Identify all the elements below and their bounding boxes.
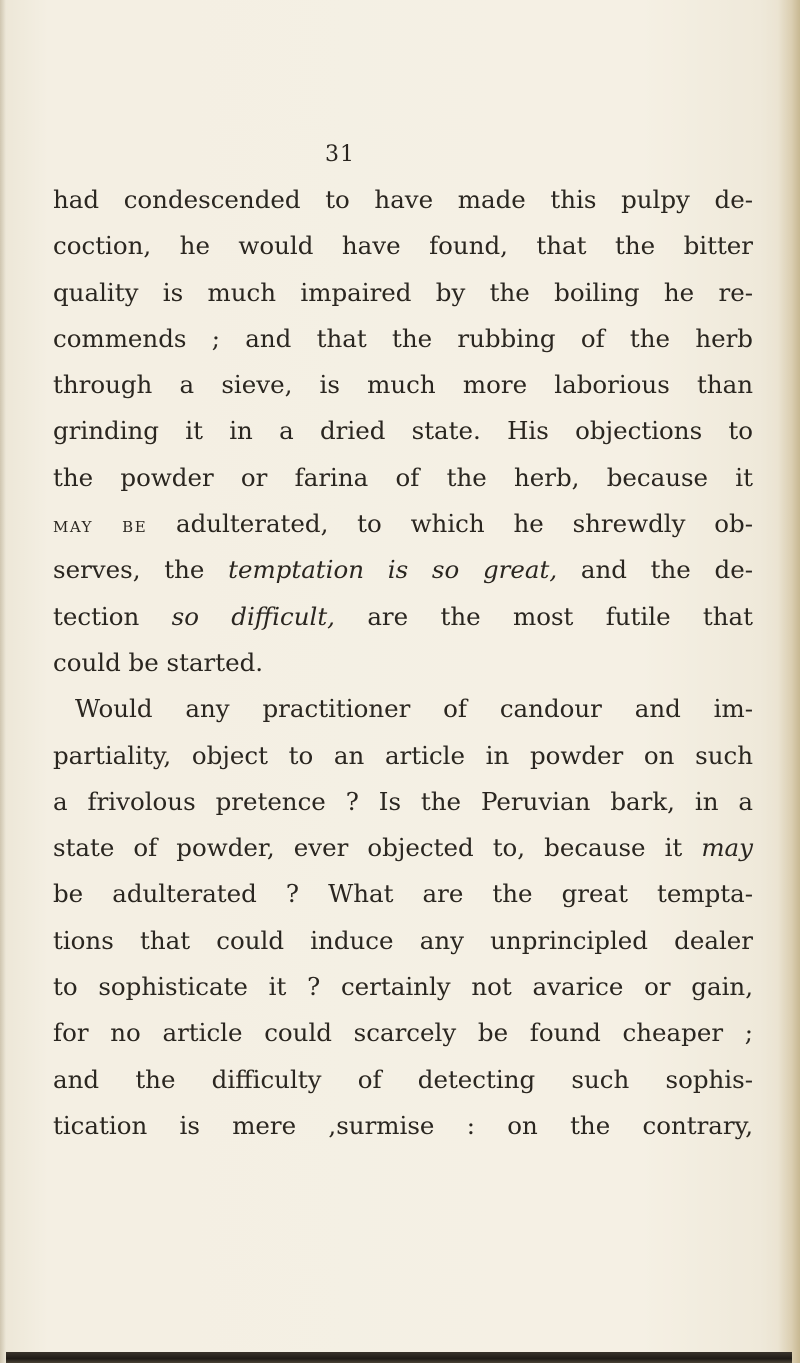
- page-left-edge: [0, 0, 6, 1363]
- page-number: 31: [325, 142, 355, 167]
- text-run: the powder or farina of the herb, because it: [53, 462, 753, 492]
- text-run: through a sieve, is much more laborious than: [53, 370, 753, 400]
- text-line: [53, 316, 753, 362]
- text-line: [53, 270, 753, 316]
- text-line: [53, 223, 753, 269]
- text-run: and the de-: [557, 555, 753, 585]
- text-line: [53, 825, 753, 871]
- text-run: and the difficulty of detecting such sophis-: [53, 1064, 753, 1094]
- text-line: [53, 547, 753, 593]
- text-line: [53, 408, 753, 454]
- text-run: partiality, object to an article in powder on such: [53, 740, 753, 770]
- text-line: [53, 362, 753, 408]
- text-run: are the most futile that: [334, 601, 753, 631]
- text-run: could be started.: [53, 647, 264, 677]
- text-line: [53, 871, 753, 917]
- text-line: [53, 594, 753, 640]
- text-line: [53, 1010, 753, 1056]
- text-line: [53, 501, 753, 547]
- text-run: tions that could induce any unprincipled dealer: [53, 925, 753, 955]
- text-run: serves, the: [53, 555, 229, 585]
- text-run: quality is much impaired by the boiling he re-: [53, 277, 753, 307]
- small-caps-text: may be: [53, 513, 148, 538]
- text-run: for no article could scarcely be found cheaper ;: [53, 1018, 753, 1048]
- text-run: a frivolous pretence ? Is the Peruvian bark, in a: [53, 786, 753, 816]
- text-line: [53, 1103, 753, 1149]
- text-run: grinding it in a dried state. His objections to: [53, 416, 753, 446]
- italic-text: temptation is so great,: [228, 555, 558, 585]
- text-run: to sophisticate it ? certainly not avarice or gain,: [53, 972, 753, 1002]
- text-line: [53, 1057, 753, 1103]
- text-run: be adulterated ? What are the great tempta-: [53, 879, 753, 909]
- text-run: adulterated, to which he shrewdly ob-: [147, 509, 753, 539]
- text-run: commends ; and that the rubbing of the herb: [53, 323, 753, 353]
- text-run: had condescended to have made this pulpy de-: [53, 185, 753, 214]
- italic-text: may: [701, 833, 753, 863]
- text-run: tection: [53, 601, 172, 631]
- text-run: Would any practitioner of candour and im-: [75, 694, 753, 724]
- text-line: [53, 686, 753, 732]
- text-line: [53, 640, 753, 686]
- text-line: [53, 177, 753, 223]
- text-line: [53, 733, 753, 779]
- text-line: [53, 918, 753, 964]
- page-bottom-edge: [6, 1352, 792, 1363]
- text-line: [53, 779, 753, 825]
- text-line: [53, 455, 753, 501]
- text-run: tication is mere ,surmise : on the contrary,: [53, 1110, 753, 1140]
- text-line: [53, 964, 753, 1010]
- text-run: coction, he would have found, that the bitter: [53, 231, 753, 261]
- page-right-edge: [778, 0, 800, 1363]
- text-run: state of powder, ever objected to, because it: [53, 833, 702, 863]
- body-text: [53, 177, 753, 1149]
- italic-text: so difficult,: [171, 601, 335, 631]
